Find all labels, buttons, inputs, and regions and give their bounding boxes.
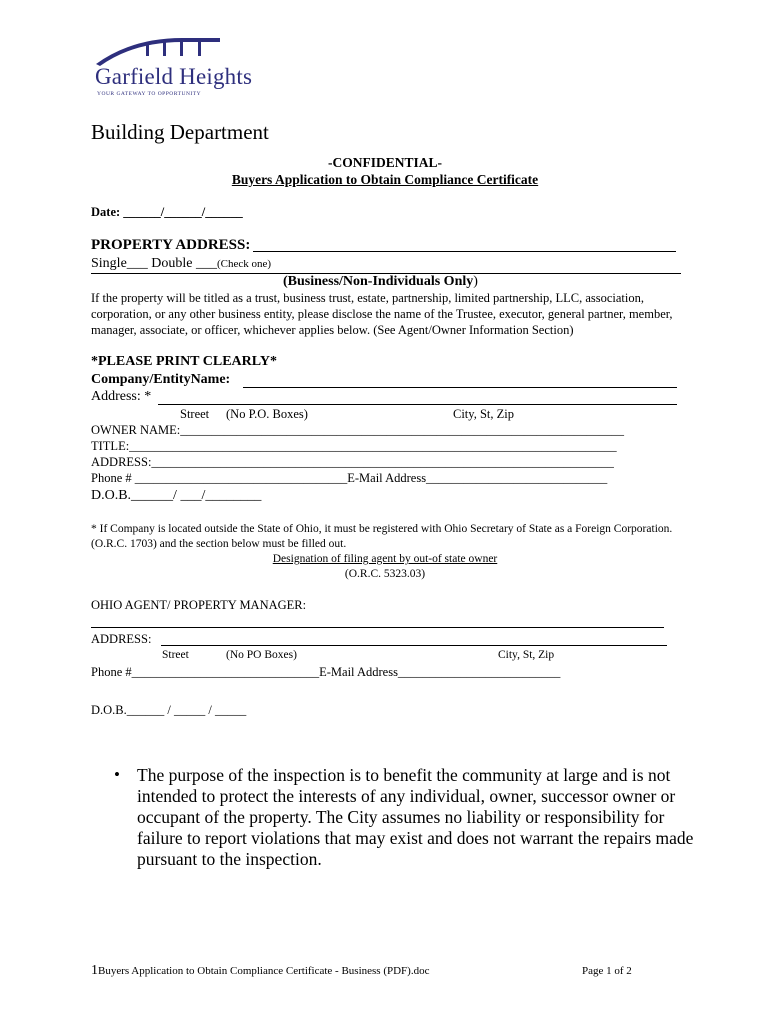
company-address-field[interactable] [158,404,677,405]
company-entity-label: Company/EntityName: [91,372,231,387]
date-field[interactable]: Date: ______/______/______ [91,205,243,219]
agent-no-po-caption: (No PO Boxes) [226,649,297,661]
ohio-agent-field[interactable] [91,627,664,628]
company-entity-field[interactable] [243,387,677,388]
department-title: Building Department [91,120,269,144]
confidential-label: -CONFIDENTIAL- [327,155,442,170]
street-caption: Street [180,407,210,421]
business-section-title [283,274,478,290]
designation-heading: Designation of filing agent by out-of state owner [272,553,498,565]
logo-bridge-arch [96,38,220,66]
no-po-caption: (No P.O. Boxes) [226,407,308,421]
liability-notice: The purpose of the inspection is to benefit the community at large and is not intended to protect the interests of any individual, owner, successor owner or occupant of the property. The City assumes no liability or responsibility for failure to report violations that may exist and does not warrant the repairs made pursuant to the inspection. [137,765,694,869]
property-address-label: PROPERTY ADDRESS: [91,237,251,253]
bullet-icon: • [114,765,120,784]
phone-email-field[interactable]: Phone # __________________________________E-Mail Address_____________________________ [91,471,608,485]
agent-address-label: ADDRESS: [91,632,152,646]
logo-bridge-post [198,42,201,56]
business-section-title-text: (Business/Non-Individuals Only [283,274,474,289]
ohio-agent-label: OHIO AGENT/ PROPERTY MANAGER: [91,598,307,612]
logo-bridge-post [163,42,166,56]
title-field[interactable]: TITLE:______________________________________________________________________________ [91,439,617,453]
owner-name-field[interactable]: OWNER NAME:_______________________________________________________________________ [91,423,624,437]
logo-tagline: YOUR GATEWAY TO OPPORTUNITY [97,91,202,97]
print-clearly-label: *PLEASE PRINT CLEARLY* [91,354,277,369]
foreign-corporation-note: * If Company is located outside the State of Ohio, it must be registered with Ohio Secretary of State as a Foreign Corporation. (O.R.C. 1703) and the section below must be filled out. [91,523,673,550]
agent-phone-email-field[interactable]: Phone #______________________________E-Mail Address__________________________ [91,665,561,679]
orc-reference: (O.R.C. 5323.03) [344,568,426,580]
agent-dob-field[interactable]: D.O.B.______ / _____ / _____ [91,703,247,717]
property-address-field[interactable] [253,251,676,252]
company-address-label: Address: * [91,389,152,404]
single-double-text: Single___ Double ___ [91,256,217,271]
business-instructions: If the property will be titled as a trust, business trust, estate, partnership, limited partnership, LLC, association, corporation, or any other business entity, please disclose the name of the Trustee, executor, general partner, member, manager, associate, or officer, whichever applies below. (See Agent/Owner Information Section) [91,291,673,337]
logo-bridge-post [146,42,149,56]
owner-address-field[interactable]: ADDRESS:__________________________________________________________________________ [91,455,614,469]
logo-bridge-post [180,42,183,56]
footer-filename [91,963,429,979]
agent-address-field[interactable] [161,645,667,646]
footer-filename-text: Buyers Application to Obtain Compliance Certificate - Business (PDF).doc [98,965,430,977]
check-one-note: (Check one) [217,258,272,270]
single-double-field[interactable] [91,256,271,272]
logo-wordmark: Garfield Heights [95,64,253,89]
dob-field[interactable]: D.O.B.______/ ___/________ [91,488,262,503]
city-st-zip-caption: City, St, Zip [453,407,515,421]
business-section-title-paren: ) [473,274,478,289]
form-title: Buyers Application to Obtain Compliance Certificate [231,172,539,187]
agent-city-st-zip-caption: City, St, Zip [498,649,555,661]
page-number: Page 1 of 2 [582,965,632,977]
footer-number: 1 [91,963,98,978]
agent-street-caption: Street [162,649,189,661]
